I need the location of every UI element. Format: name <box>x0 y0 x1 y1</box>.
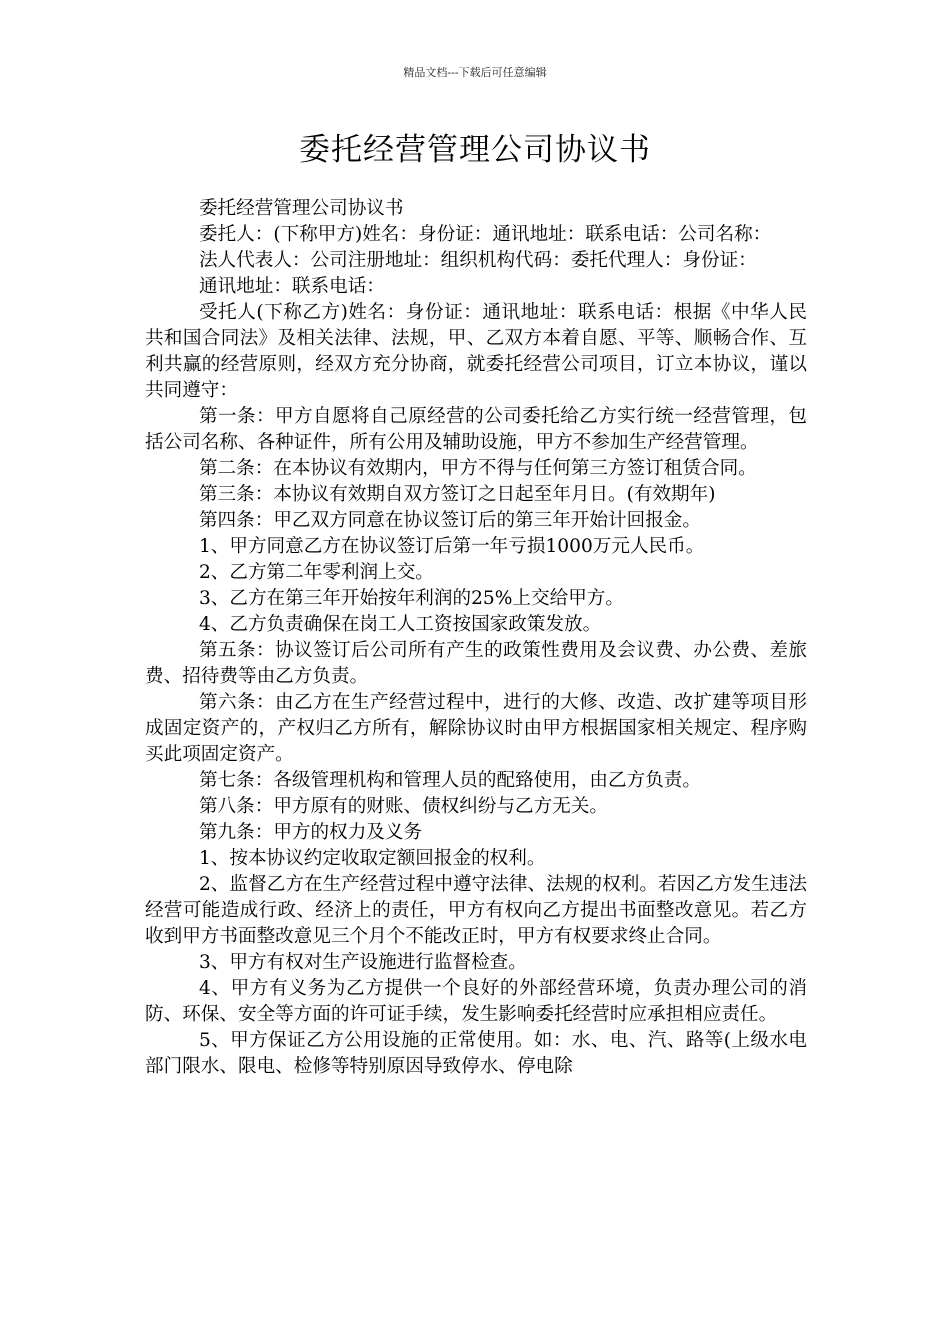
paragraph: 法人代表人：公司注册地址：组织机构代码：委托代理人：身份证： <box>198 250 757 271</box>
paragraph: 第八条：甲方原有的财账、债权纠纷与乙方无关。 <box>198 796 609 817</box>
paragraph: 1、按本协议约定收取定额回报金的权利。 <box>198 848 546 869</box>
paragraph: 3、甲方有权对生产设施进行监督检查。 <box>198 952 527 973</box>
paragraph: 委托经营管理公司协议书 <box>198 198 404 219</box>
paragraph: 5、甲方保证乙方公用设施的正常使用。如：水、电、汽、路等(上级水电部门限水、限电、检修等特别原因导致停水、停电除 <box>145 1030 807 1077</box>
paragraph: 2、监督乙方在生产经营过程中遵守法律、法规的权利。若因乙方发生违法经营可能造成行政、经济上的责任，甲方有权向乙方提出书面整改意见。若乙方收到甲方书面整改意见三个月个不能改正时，甲方有权要求终止合同。 <box>145 874 807 947</box>
paragraph: 第五条：协议签订后公司所有产生的政策性费用及会议费、办公费、差旅费、招待费等由乙方负责。 <box>145 640 807 687</box>
paragraph: 4、乙方负责确保在岗工人工资按国家政策发放。 <box>198 614 602 635</box>
paragraph: 第四条：甲乙双方同意在协议签订后的第三年开始计回报金。 <box>198 510 701 531</box>
paragraph: 通讯地址：联系电话： <box>198 276 385 297</box>
paragraph: 委托人：(下称甲方)姓名：身份证：通讯地址：联系电话：公司名称： <box>198 224 772 245</box>
document-title: 委托经营管理公司协议书 <box>299 132 651 168</box>
paragraph: 1、甲方同意乙方在协议签订后第一年亏损1000万元人民币。 <box>198 536 705 557</box>
paragraph: 第二条：在本协议有效期内，甲方不得与任何第三方签订租赁合同。 <box>198 458 757 479</box>
paragraph: 第九条：甲方的权力及义务 <box>198 822 423 843</box>
paragraph: 第一条：甲方自愿将自己原经营的公司委托给乙方实行统一经营管理，包括公司名称、各种证件，所有公用及辅助设施，甲方不参加生产经营管理。 <box>145 406 807 453</box>
paragraph: 受托人(下称乙方)姓名：身份证：通讯地址：联系电话：根据《中华人民共和国合同法》及相关法律、法规，甲、乙双方本着自愿、平等、顺畅合作、互利共赢的经营原则，经双方充分协商，就委托经营公司项目，订立本协议，谨以共同遵守： <box>145 302 807 401</box>
header-note: 精品文档---下载后可任意编辑 <box>403 66 547 79</box>
paragraph: 4、甲方有义务为乙方提供一个良好的外部经营环境，负责办理公司的消防、环保、安全等方面的许可证手续，发生影响委托经营时应承担相应责任。 <box>145 978 807 1025</box>
paragraph: 第六条：由乙方在生产经营过程中，进行的大修、改造、改扩建等项目形成固定资产的，产权归乙方所有，解除协议时由甲方根据国家相关规定、程序购买此项固定资产。 <box>145 692 807 765</box>
document-body <box>145 196 807 1080</box>
paragraph: 第三条：本协议有效期自双方签订之日起至年月日。(有效期年) <box>198 484 716 505</box>
paragraph: 2、乙方第二年零利润上交。 <box>198 562 434 583</box>
paragraph: 第七条：各级管理机构和管理人员的配臵使用，由乙方负责。 <box>198 770 701 791</box>
paragraph: 3、乙方在第三年开始按年利润的25%上交给甲方。 <box>198 588 624 609</box>
